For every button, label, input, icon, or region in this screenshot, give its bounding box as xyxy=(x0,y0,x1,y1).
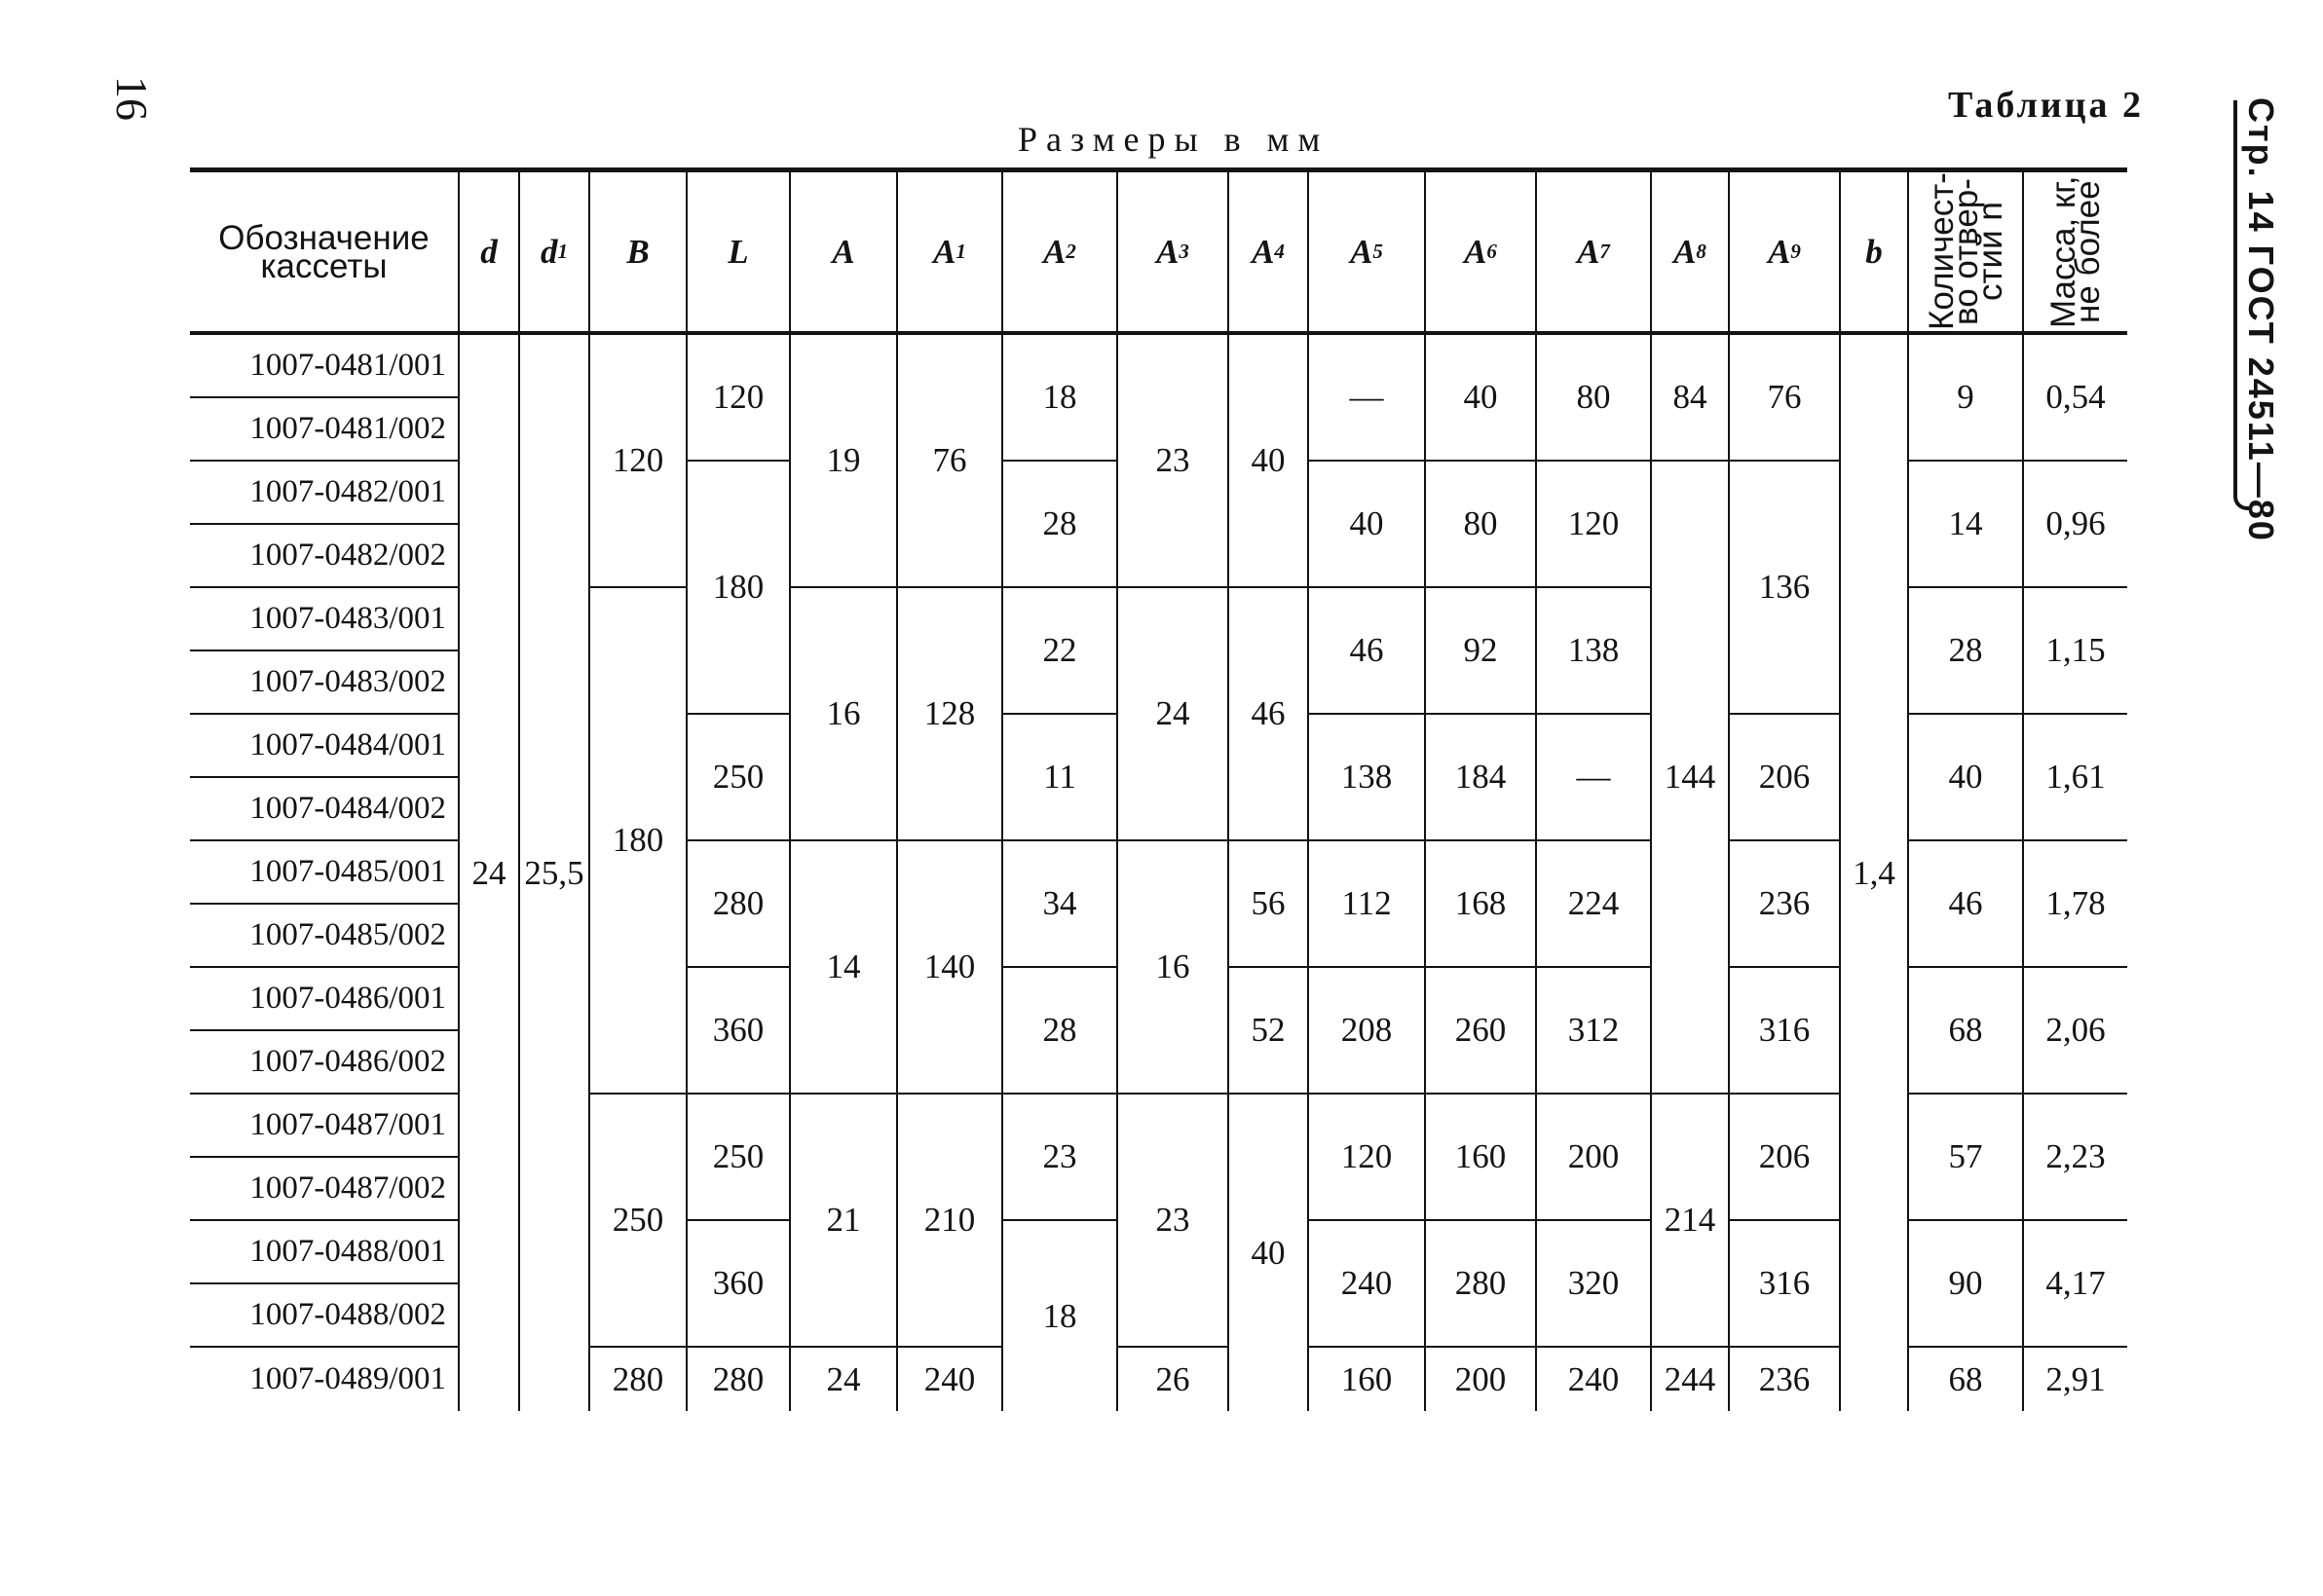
header-a6-text: A xyxy=(1464,232,1487,271)
cell-a9: 316 xyxy=(1728,1221,1839,1348)
cell-l: 120 xyxy=(686,335,789,462)
cell-a: 21 xyxy=(789,1095,896,1348)
cell-mass: 1,78 xyxy=(2022,841,2127,968)
cell-a2: 34 xyxy=(1001,841,1116,968)
header-designation-text: Обозначение кассеты xyxy=(218,218,430,285)
cell-holes: 28 xyxy=(1907,588,2022,715)
units-caption: Размеры в мм xyxy=(1018,120,1330,159)
header-a2-text: A xyxy=(1043,232,1067,271)
cell-a4: 52 xyxy=(1227,968,1307,1095)
cell-a9: 206 xyxy=(1728,715,1839,841)
cell-a2: 22 xyxy=(1001,588,1116,715)
cell-a5: 208 xyxy=(1307,968,1424,1095)
header-a1-text: A xyxy=(933,232,956,271)
cell-a3: 23 xyxy=(1116,335,1227,588)
cell-a5: 112 xyxy=(1307,841,1424,968)
dimension-table xyxy=(190,167,2172,1424)
side-bracket xyxy=(2233,100,2251,510)
header-d1 xyxy=(518,167,588,335)
row-designation: 1007-0489/001 xyxy=(249,1361,446,1396)
cell-a2: 11 xyxy=(1001,715,1116,841)
header-a7-text: A xyxy=(1577,232,1600,271)
header-holes xyxy=(1907,167,2022,335)
cell-holes: 90 xyxy=(1907,1221,2022,1348)
cell-a8: 84 xyxy=(1650,335,1728,462)
side-label xyxy=(2221,97,2299,542)
row-designation: 1007-0487/002 xyxy=(190,1158,458,1221)
row-designation: 1007-0483/002 xyxy=(190,651,458,715)
header-l-text: L xyxy=(728,232,749,271)
cell-a1: 240 xyxy=(896,1348,1001,1411)
cell-holes: 57 xyxy=(1907,1095,2022,1221)
cell-a9: 236 xyxy=(1728,841,1839,968)
header-a9-subscript: 9 xyxy=(1790,240,1801,263)
cell-mass: 0,96 xyxy=(2022,462,2127,588)
cell-a7: 120 xyxy=(1535,462,1650,588)
cell-mass: 1,15 xyxy=(2022,588,2127,715)
header-a5-subscript: 5 xyxy=(1372,240,1383,263)
cell-a4: 46 xyxy=(1227,588,1307,841)
cell-mass: 0,54 xyxy=(2022,335,2127,462)
header-a6 xyxy=(1424,167,1535,335)
cell-a5: 138 xyxy=(1307,715,1424,841)
cell-mass: 2,91 xyxy=(2022,1348,2127,1411)
cell-a6: 160 xyxy=(1424,1095,1535,1221)
cell-b: 180 xyxy=(588,588,686,1095)
cell-holes: 9 xyxy=(1907,335,2022,462)
cell-b: 250 xyxy=(588,1095,686,1348)
header-a9-text: A xyxy=(1768,232,1791,271)
cell-a7: 240 xyxy=(1535,1348,1650,1411)
header-a8 xyxy=(1650,167,1728,335)
header-a5 xyxy=(1307,167,1424,335)
cell-d: 24 xyxy=(458,335,518,1411)
cell-holes: 68 xyxy=(1907,1348,2022,1411)
cell-a5: 120 xyxy=(1307,1095,1424,1221)
cell-a3: 23 xyxy=(1116,1095,1227,1348)
header-a6-subscript: 6 xyxy=(1486,240,1497,263)
cell-a6: 168 xyxy=(1424,841,1535,968)
row-designation: 1007-0486/001 xyxy=(190,968,458,1031)
cell-a3: 26 xyxy=(1116,1348,1227,1411)
header-a2 xyxy=(1001,167,1116,335)
cell-b: 1,4 xyxy=(1839,335,1907,1411)
cell-a: 19 xyxy=(789,335,896,588)
cell-a9: 206 xyxy=(1728,1095,1839,1221)
cell-l: 250 xyxy=(686,715,789,841)
row-designation: 1007-0487/001 xyxy=(190,1095,458,1158)
cell-a7: 312 xyxy=(1535,968,1650,1095)
header-mass xyxy=(2022,167,2127,335)
header-a8-text: A xyxy=(1673,232,1697,271)
cell-a3: 16 xyxy=(1116,841,1227,1095)
cell-a1: 210 xyxy=(896,1095,1001,1348)
cell-a8: 144 xyxy=(1650,462,1728,1095)
cell-l: 360 xyxy=(686,1221,789,1348)
row-designation: 1007-0485/001 xyxy=(190,841,458,905)
header-a3 xyxy=(1116,167,1227,335)
cell-a3: 24 xyxy=(1116,588,1227,841)
row-designation: 1007-0488/002 xyxy=(190,1284,458,1348)
cell-a9: 236 xyxy=(1728,1348,1839,1411)
cell-a7: 80 xyxy=(1535,335,1650,462)
cell-a9: 76 xyxy=(1728,335,1839,462)
standard-reference: Стр. 14 ГОСТ 24511—80 xyxy=(2241,97,2281,542)
row-designation: 1007-0483/001 xyxy=(190,588,458,651)
cell-a8: 214 xyxy=(1650,1095,1728,1348)
row-designation: 1007-0482/001 xyxy=(190,462,458,525)
cell-a8: 244 xyxy=(1650,1348,1728,1411)
cell-a6: 80 xyxy=(1424,462,1535,588)
header-a7-subscript: 7 xyxy=(1599,240,1610,263)
header-mass-text: Масса, кг, не более xyxy=(2044,175,2107,328)
cell-a1: 76 xyxy=(896,335,1001,588)
row-designation: 1007-0488/001 xyxy=(190,1221,458,1284)
header-a9 xyxy=(1728,167,1839,335)
cell-a4: 40 xyxy=(1227,1095,1307,1411)
cell-a9: 136 xyxy=(1728,462,1839,715)
header-d-text: d xyxy=(480,232,498,271)
row-designation: 1007-0482/002 xyxy=(190,525,458,588)
cell-mass: 4,17 xyxy=(2022,1221,2127,1348)
header-a8-subscript: 8 xyxy=(1696,240,1706,263)
header-designation xyxy=(190,167,458,335)
table-title: Таблица 2 xyxy=(1948,85,2145,126)
header-d1-subscript: 1 xyxy=(557,240,568,263)
page-number: 16 xyxy=(107,76,157,121)
cell-l: 250 xyxy=(686,1095,789,1221)
cell-a5: 240 xyxy=(1307,1221,1424,1348)
cell-a: 24 xyxy=(789,1348,896,1411)
cell-holes: 46 xyxy=(1907,841,2022,968)
header-a5-text: A xyxy=(1350,232,1373,271)
header-b xyxy=(1839,167,1907,335)
header-a3-text: A xyxy=(1156,232,1180,271)
cell-a6: 280 xyxy=(1424,1221,1535,1348)
header-a4 xyxy=(1227,167,1307,335)
header-d xyxy=(458,167,518,335)
header-l xyxy=(686,167,789,335)
cell-a5: 46 xyxy=(1307,588,1424,715)
cell-a9: 316 xyxy=(1728,968,1839,1095)
cell-holes: 40 xyxy=(1907,715,2022,841)
cell-a6: 200 xyxy=(1424,1348,1535,1411)
header-b-text: b xyxy=(1865,232,1883,271)
cell-a4: 40 xyxy=(1227,335,1307,588)
cell-a6: 40 xyxy=(1424,335,1535,462)
row-designation: 1007-0484/001 xyxy=(190,715,458,778)
cell-a7: — xyxy=(1535,715,1650,841)
cell-mass: 2,23 xyxy=(2022,1095,2127,1221)
cell-a: 14 xyxy=(789,841,896,1095)
cell-mass: 1,61 xyxy=(2022,715,2127,841)
header-a7 xyxy=(1535,167,1650,335)
cell-l: 280 xyxy=(686,841,789,968)
cell-d1: 25,5 xyxy=(518,335,588,1411)
cell-a7: 138 xyxy=(1535,588,1650,715)
header-holes-text: Количест-во отвер-стий n xyxy=(1922,172,2009,331)
header-b-width xyxy=(588,167,686,335)
header-a1-subscript: 1 xyxy=(955,240,966,263)
header-a1 xyxy=(896,167,1001,335)
row-designation: 1007-0481/001 xyxy=(190,335,458,398)
cell-a6: 260 xyxy=(1424,968,1535,1095)
header-a3-subscript: 3 xyxy=(1179,240,1189,263)
header-d1-text: d xyxy=(541,232,558,271)
cell-a5: 40 xyxy=(1307,462,1424,588)
header-a xyxy=(789,167,896,335)
cell-a2: 23 xyxy=(1001,1095,1116,1221)
cell-l: 280 xyxy=(686,1348,789,1411)
cell-a5: — xyxy=(1307,335,1424,462)
header-a2-subscript: 2 xyxy=(1066,240,1076,263)
header-a4-subscript: 4 xyxy=(1274,240,1285,263)
cell-a1: 128 xyxy=(896,588,1001,841)
cell-mass: 2,06 xyxy=(2022,968,2127,1095)
cell-holes: 68 xyxy=(1907,968,2022,1095)
cell-a2: 18 xyxy=(1001,1221,1116,1411)
cell-a2: 18 xyxy=(1001,335,1116,462)
cell-a: 16 xyxy=(789,588,896,841)
cell-b: 120 xyxy=(588,335,686,588)
cell-a7: 224 xyxy=(1535,841,1650,968)
cell-a1: 140 xyxy=(896,841,1001,1095)
cell-a7: 200 xyxy=(1535,1095,1650,1221)
cell-a2: 28 xyxy=(1001,968,1116,1095)
cell-a7: 320 xyxy=(1535,1221,1650,1348)
cell-a4: 56 xyxy=(1227,841,1307,968)
header-b-width-text: B xyxy=(626,232,650,271)
cell-a6: 184 xyxy=(1424,715,1535,841)
cell-holes: 14 xyxy=(1907,462,2022,588)
header-a4-text: A xyxy=(1252,232,1275,271)
cell-a6: 92 xyxy=(1424,588,1535,715)
cell-b: 280 xyxy=(588,1348,686,1411)
cell-l: 180 xyxy=(686,462,789,715)
header-a-text: A xyxy=(832,232,855,271)
row-designation: 1007-0481/002 xyxy=(190,398,458,462)
cell-a5: 160 xyxy=(1307,1348,1424,1411)
row-designation: 1007-0485/002 xyxy=(190,905,458,968)
row-designation: 1007-0486/002 xyxy=(190,1031,458,1095)
row-designation: 1007-0484/002 xyxy=(190,778,458,841)
cell-l: 360 xyxy=(686,968,789,1095)
cell-a2: 28 xyxy=(1001,462,1116,588)
